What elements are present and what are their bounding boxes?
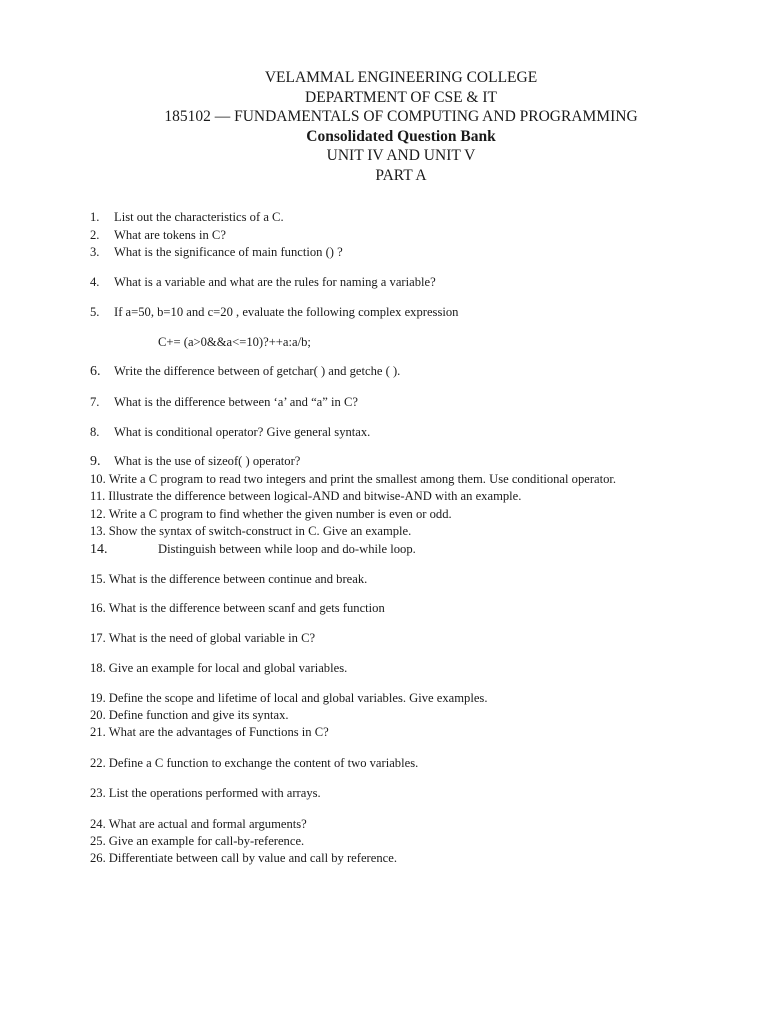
question-number: 10. bbox=[90, 472, 106, 486]
question-text: What is the significance of main function () ? bbox=[114, 245, 343, 259]
question-number: 15. bbox=[90, 572, 106, 586]
question-number: 2. bbox=[90, 228, 100, 242]
question-item bbox=[90, 304, 458, 320]
question-item bbox=[90, 755, 418, 771]
question-item bbox=[90, 785, 321, 801]
question-number: 13. bbox=[90, 524, 106, 538]
question-number: 3. bbox=[90, 245, 100, 259]
question-item bbox=[90, 424, 370, 440]
question-number: 22. bbox=[90, 756, 106, 770]
question-text: What are the advantages of Functions in C? bbox=[108, 725, 329, 739]
question-number: 19. bbox=[90, 691, 106, 705]
question-item bbox=[90, 471, 616, 487]
question-text: Give an example for local and global variables. bbox=[108, 661, 348, 675]
units-title: UNIT IV AND UNIT V bbox=[326, 147, 476, 165]
question-number: 12. bbox=[90, 507, 106, 521]
question-number: 8. bbox=[90, 425, 100, 439]
question-item bbox=[90, 523, 411, 539]
question-text: Define a C function to exchange the content of two variables. bbox=[108, 756, 419, 770]
question-text: What is the difference between continue and break. bbox=[108, 572, 368, 586]
question-item bbox=[90, 571, 367, 587]
question-item bbox=[90, 363, 400, 380]
question-number: 18. bbox=[90, 661, 106, 675]
question-item bbox=[90, 816, 307, 832]
question-text: Show the syntax of switch-construct in C. Give an example. bbox=[108, 524, 412, 538]
question-number: 26. bbox=[90, 851, 106, 865]
question-number: 21. bbox=[90, 725, 106, 739]
course-title: 185102 — FUNDAMENTALS OF COMPUTING AND PROGRAMMING bbox=[164, 108, 638, 126]
question-item bbox=[90, 630, 315, 646]
question-number: 25. bbox=[90, 834, 106, 848]
question-text: What is the difference between scanf and gets function bbox=[108, 601, 385, 615]
department-name: DEPARTMENT OF CSE & IT bbox=[305, 88, 497, 106]
question-text: Define function and give its syntax. bbox=[108, 708, 289, 722]
document-header bbox=[0, 68, 768, 186]
question-text: What are tokens in C? bbox=[114, 228, 226, 242]
part-title: PART A bbox=[375, 166, 427, 184]
question-text: Give an example for call-by-reference. bbox=[108, 834, 305, 848]
question-text: List out the characteristics of a C. bbox=[114, 210, 284, 224]
question-number: 7. bbox=[90, 395, 100, 409]
question-number: 24. bbox=[90, 817, 106, 831]
question-text: List the operations performed with arrays. bbox=[108, 786, 321, 800]
question-text: Distinguish between while loop and do-while loop. bbox=[158, 542, 416, 556]
question-number: 4. bbox=[90, 275, 100, 289]
question-item bbox=[90, 209, 284, 225]
question-item bbox=[90, 660, 347, 676]
question-number: 17. bbox=[90, 631, 106, 645]
question-number: 23. bbox=[90, 786, 106, 800]
question-text: Write a C program to read two integers and print the smallest among them. Use conditional operator. bbox=[108, 472, 617, 486]
question-text: Differentiate between call by value and call by reference. bbox=[108, 851, 397, 865]
question-bank-title: Consolidated Question Bank bbox=[306, 127, 496, 145]
question-item bbox=[90, 690, 487, 706]
question-item bbox=[90, 244, 343, 260]
question-text: If a=50, b=10 and c=20 , evaluate the following complex expression bbox=[114, 305, 459, 319]
question-text: What is the use of sizeof( ) operator? bbox=[114, 454, 301, 468]
question-item bbox=[90, 488, 521, 504]
question-number: 1. bbox=[90, 210, 100, 224]
question-text: Illustrate the difference between logical-AND and bitwise-AND with an example. bbox=[108, 489, 522, 503]
question-number: 5. bbox=[90, 305, 100, 319]
question-item bbox=[90, 724, 329, 740]
question-text: What is a variable and what are the rules for naming a variable? bbox=[114, 275, 436, 289]
question-item bbox=[90, 506, 452, 522]
college-name: VELAMMAL ENGINEERING COLLEGE bbox=[264, 69, 538, 86]
question-item bbox=[90, 833, 304, 849]
question-number: 9. bbox=[90, 454, 101, 469]
question-number: 16. bbox=[90, 601, 106, 615]
question-item bbox=[90, 541, 416, 558]
question-text: What is conditional operator? Give general syntax. bbox=[114, 425, 371, 439]
question-item bbox=[90, 850, 397, 866]
question-item bbox=[90, 600, 385, 616]
question-text: Write a C program to find whether the given number is even or odd. bbox=[108, 507, 452, 521]
question-number: 6. bbox=[90, 364, 101, 379]
question-item bbox=[90, 274, 436, 290]
complex-expression: C+= (a>0&&a<=10)?++a:a/b; bbox=[158, 335, 311, 349]
question-text: Define the scope and lifetime of local and global variables. Give examples. bbox=[108, 691, 488, 705]
question-item bbox=[90, 707, 289, 723]
question-text: What is the difference between ‘a’ and “a” in C? bbox=[114, 395, 358, 409]
question-text: What are actual and formal arguments? bbox=[108, 817, 307, 831]
question-item bbox=[90, 394, 358, 410]
question-number: 20. bbox=[90, 708, 106, 722]
question-text: What is the need of global variable in C? bbox=[108, 631, 316, 645]
question-item bbox=[90, 227, 226, 243]
question-number: 14. bbox=[90, 542, 108, 557]
question-text: Write the difference between of getchar( ) and getche ( ). bbox=[114, 364, 401, 378]
question-item bbox=[90, 453, 300, 470]
question-number: 11. bbox=[90, 489, 106, 503]
